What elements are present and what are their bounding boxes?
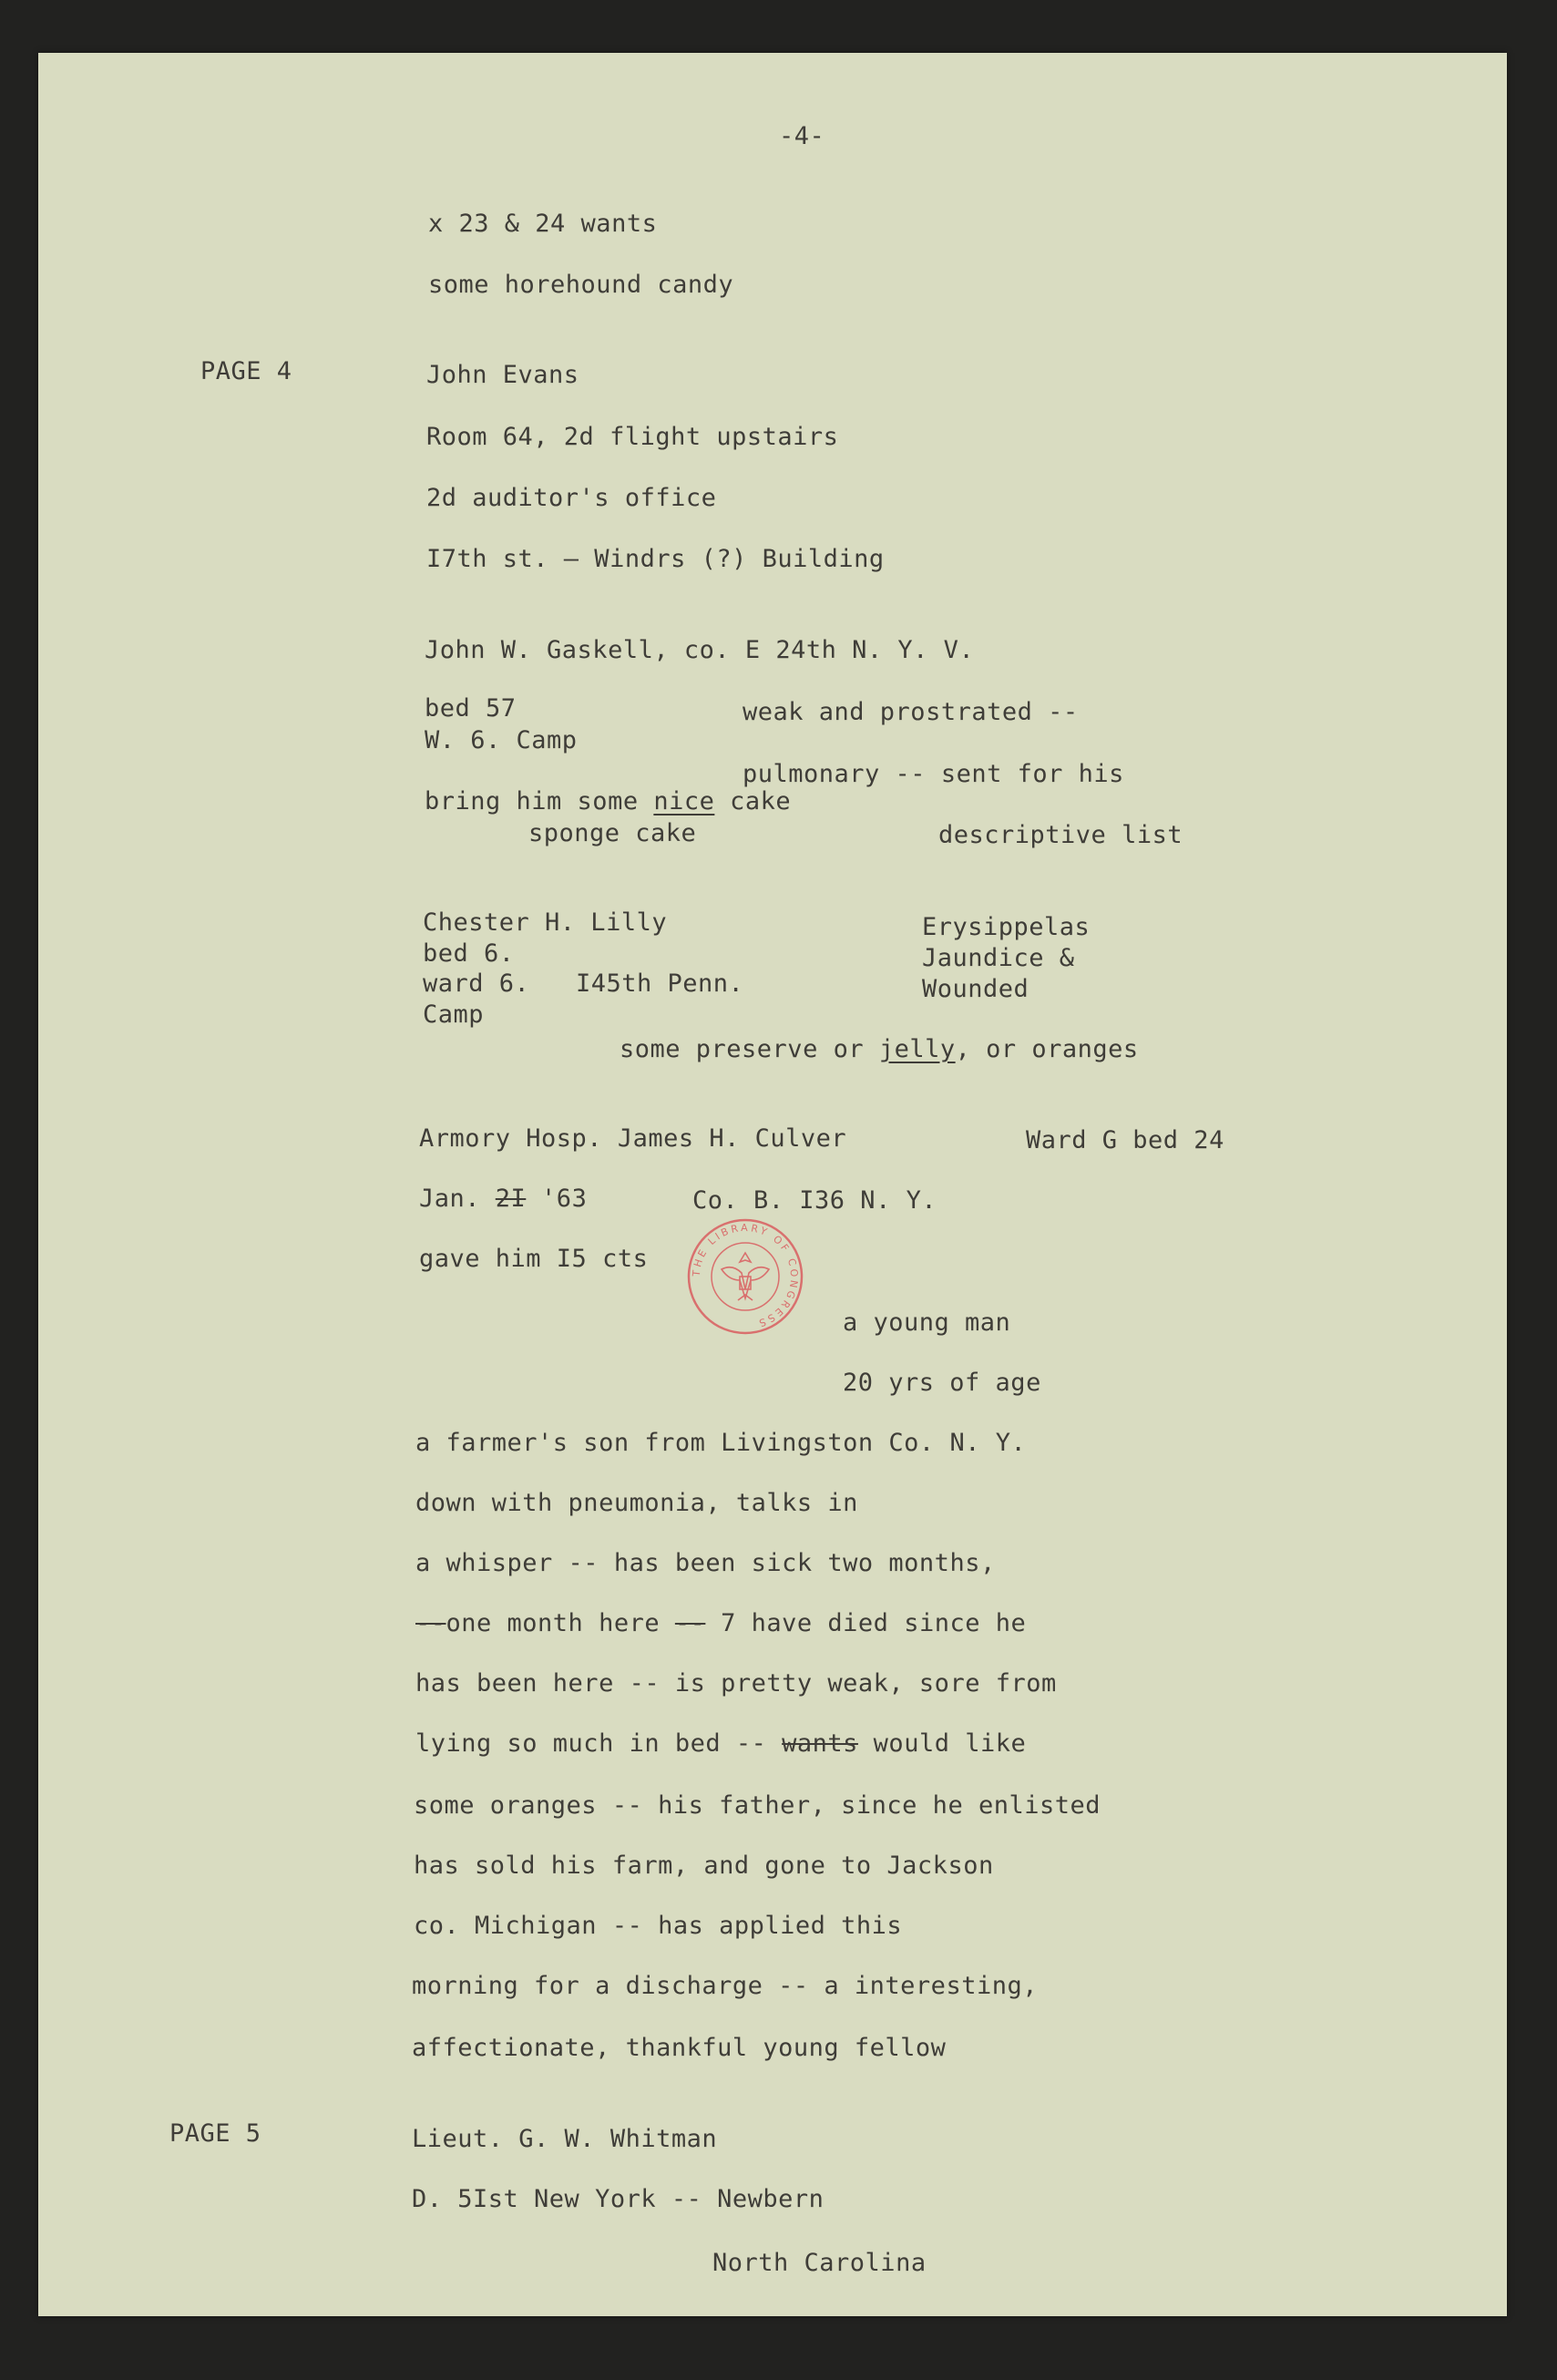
text-line: bed 6. xyxy=(423,939,515,968)
text-line: gave him I5 cts xyxy=(419,1245,649,1273)
text-line: some horehound candy xyxy=(428,271,734,299)
text-line: some preserve or jelly, or oranges xyxy=(620,1035,1139,1063)
text-line: some oranges -- his father, since he enlisted xyxy=(414,1791,1101,1820)
library-of-congress-stamp xyxy=(685,1216,805,1337)
text-line: John Evans xyxy=(426,361,579,389)
text-line: lying so much in bed -- wants would like xyxy=(415,1729,1027,1758)
text-line: Ward G bed 24 xyxy=(1026,1126,1224,1154)
page-number: -4- xyxy=(779,122,825,150)
text-line: North Carolina xyxy=(712,2249,927,2277)
svg-text:THE LIBRARY OF CONGRESS xyxy=(691,1222,800,1329)
text-line: Chester H. Lilly xyxy=(423,908,668,937)
text-line: Wounded xyxy=(922,975,1029,1003)
text-line: weak and prostrated -- xyxy=(743,698,1079,726)
text-line: affectionate, thankful young fellow xyxy=(412,2034,947,2062)
text-line: pulmonary -- sent for his xyxy=(743,760,1124,788)
text-line: bed 57 xyxy=(425,694,517,723)
text-line: a farmer's son from Livingston Co. N. Y. xyxy=(415,1429,1027,1457)
text-line: D. 5Ist New York -- Newbern xyxy=(412,2185,825,2213)
text-line: a young man xyxy=(843,1308,1011,1337)
text-line: Co. B. I36 N. Y. xyxy=(692,1186,937,1215)
text-line: --one month here -- 7 have died since he xyxy=(415,1609,1027,1637)
text-line: a whisper -- has been sick two months, xyxy=(415,1549,996,1577)
text-line: bring him some nice cake xyxy=(425,787,792,816)
margin-label-page-4: PAGE 4 xyxy=(200,357,292,385)
text-line: 2d auditor's office xyxy=(426,484,717,512)
text-line: I7th st. — Windrs (?) Building xyxy=(426,545,885,573)
text-line: I45th Penn. xyxy=(576,969,744,998)
text-line: has been here -- is pretty weak, sore from xyxy=(415,1669,1057,1698)
text-line: has sold his farm, and gone to Jackson xyxy=(414,1852,994,1880)
text-line: Lieut. G. W. Whitman xyxy=(412,2125,718,2153)
text-line: Erysippelas xyxy=(922,913,1091,941)
margin-label-page-5: PAGE 5 xyxy=(169,2119,261,2148)
text-line: Armory Hosp. James H. Culver xyxy=(419,1124,847,1153)
text-line: down with pneumonia, talks in xyxy=(415,1489,858,1517)
eagle-icon xyxy=(722,1253,769,1300)
text-line: Jaundice & xyxy=(922,944,1075,972)
text-line: W. 6. Camp xyxy=(425,726,578,754)
text-line: co. Michigan -- has applied this xyxy=(414,1912,903,1940)
text-line: John W. Gaskell, co. E 24th N. Y. V. xyxy=(425,636,975,664)
text-line: sponge cake xyxy=(528,819,697,847)
stamp-text: THE LIBRARY OF CONGRESS xyxy=(690,1221,801,1330)
text-line: 20 yrs of age xyxy=(843,1369,1041,1397)
text-line: descriptive list xyxy=(938,821,1183,849)
text-line: morning for a discharge -- a interesting, xyxy=(412,1972,1038,2000)
text-line: Camp xyxy=(423,1000,485,1029)
text-line: x 23 & 24 wants xyxy=(428,210,658,238)
text-line: Room 64, 2d flight upstairs xyxy=(426,423,839,451)
text-line: ward 6. xyxy=(423,969,530,998)
text-line: Jan. 2I '63 xyxy=(419,1185,588,1213)
